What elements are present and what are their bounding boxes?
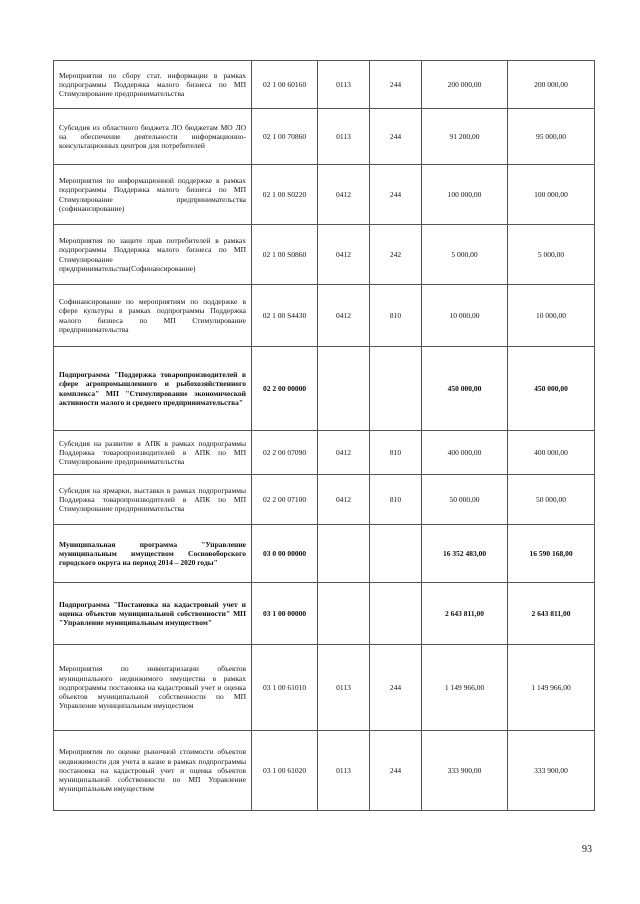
amount-year2-cell: 95 000,00 — [508, 109, 595, 165]
row-name-cell: Софинансирование по мероприятиям по поддержке в сфере культуры в рамках подпрограммы Поддержка малого бизнеса по МП Стимулирование предпринимательства — [54, 285, 252, 347]
target-code-cell: 03 0 00 00000 — [252, 525, 318, 583]
amount-year1-cell: 1 149 966,00 — [422, 645, 508, 731]
amount-year2-cell: 50 000,00 — [508, 475, 595, 525]
target-code-cell: 02 1 00 70860 — [252, 109, 318, 165]
amount-year1-cell: 91 200,00 — [422, 109, 508, 165]
amount-year2-cell: 5 000,00 — [508, 225, 595, 285]
table-row — [54, 347, 595, 431]
table-row — [54, 731, 595, 811]
target-code-cell: 03 1 00 61020 — [252, 731, 318, 811]
amount-year2-cell: 2 643 811,00 — [508, 583, 595, 645]
amount-year1-cell: 10 000,00 — [422, 285, 508, 347]
expense-type-cell — [370, 525, 422, 583]
amount-year1-cell: 50 000,00 — [422, 475, 508, 525]
budget-table-body — [54, 61, 595, 811]
expense-type-cell: 810 — [370, 431, 422, 475]
target-code-cell: 02 1 00 60160 — [252, 61, 318, 109]
section-code-cell — [318, 583, 370, 645]
row-name-cell: Муниципальная программа "Управление муниципальным имуществом Сосновоборского городского округа на период 2014 – 2020 годы" — [54, 525, 252, 583]
budget-table — [53, 60, 595, 811]
amount-year1-cell: 450 000,00 — [422, 347, 508, 431]
amount-year1-cell: 100 000,00 — [422, 165, 508, 225]
expense-type-cell: 810 — [370, 285, 422, 347]
target-code-cell: 03 1 00 00000 — [252, 583, 318, 645]
amount-year1-cell: 5 000,00 — [422, 225, 508, 285]
table-row — [54, 285, 595, 347]
section-code-cell: 0412 — [318, 165, 370, 225]
amount-year2-cell: 450 000,00 — [508, 347, 595, 431]
target-code-cell: 02 2 00 07100 — [252, 475, 318, 525]
expense-type-cell: 244 — [370, 165, 422, 225]
row-name-cell: Мероприятия по защите прав потребителей в рамках подпрограммы Поддержка малого бизнеса по МП Стимулирование предпринимательства(Софинансирование) — [54, 225, 252, 285]
section-code-cell: 0113 — [318, 731, 370, 811]
amount-year2-cell: 100 000,00 — [508, 165, 595, 225]
amount-year1-cell: 16 352 483,00 — [422, 525, 508, 583]
table-row — [54, 431, 595, 475]
row-name-cell: Мероприятия по инвентаризации объектов муниципального недвижимого имущества в рамках подпрограммы постановка на кадастровый учет и оценка объектов муниципальной собственности по МП Управление муниципальным имуществом — [54, 645, 252, 731]
table-row — [54, 165, 595, 225]
amount-year1-cell: 2 643 811,00 — [422, 583, 508, 645]
row-name-cell: Субсидия на ярмарки, выставки в рамках подпрограммы Поддержка товаропроизводителей в АПК по МП Стимулирование предпринимательства — [54, 475, 252, 525]
section-code-cell: 0412 — [318, 475, 370, 525]
expense-type-cell: 244 — [370, 109, 422, 165]
section-code-cell: 0113 — [318, 645, 370, 731]
expense-type-cell: 242 — [370, 225, 422, 285]
target-code-cell: 02 2 00 07090 — [252, 431, 318, 475]
amount-year2-cell: 10 000,00 — [508, 285, 595, 347]
row-name-cell: Субсидия на развитие в АПК в рамках подпрограммы Поддержка товаропроизводителей в АПК по МП Стимулирование предпринимательства — [54, 431, 252, 475]
target-code-cell: 02 2 00 00000 — [252, 347, 318, 431]
amount-year2-cell: 200 000,00 — [508, 61, 595, 109]
expense-type-cell — [370, 583, 422, 645]
section-code-cell: 0113 — [318, 109, 370, 165]
section-code-cell: 0412 — [318, 225, 370, 285]
section-code-cell — [318, 347, 370, 431]
table-row — [54, 225, 595, 285]
target-code-cell: 03 1 00 61010 — [252, 645, 318, 731]
target-code-cell: 02 1 00 S0860 — [252, 225, 318, 285]
section-code-cell — [318, 525, 370, 583]
section-code-cell: 0412 — [318, 431, 370, 475]
table-row — [54, 525, 595, 583]
table-row — [54, 61, 595, 109]
expense-type-cell: 244 — [370, 645, 422, 731]
amount-year1-cell: 200 000,00 — [422, 61, 508, 109]
expense-type-cell — [370, 347, 422, 431]
target-code-cell: 02 1 00 S4430 — [252, 285, 318, 347]
section-code-cell: 0412 — [318, 285, 370, 347]
amount-year2-cell: 16 590 168,00 — [508, 525, 595, 583]
expense-type-cell: 244 — [370, 61, 422, 109]
amount-year2-cell: 400 000,00 — [508, 431, 595, 475]
table-row — [54, 645, 595, 731]
expense-type-cell: 810 — [370, 475, 422, 525]
page-number: 93 — [582, 844, 592, 855]
expense-type-cell: 244 — [370, 731, 422, 811]
amount-year1-cell: 400 000,00 — [422, 431, 508, 475]
row-name-cell: Мероприятия по информационной поддержке в рамках подпрограммы Поддержка малого бизнеса по МП Стимулирование предпринимательства (софинансирование) — [54, 165, 252, 225]
row-name-cell: Мероприятия по сбору стат. информации в рамках подпрограммы Поддержка малого бизнеса по МП Стимулирование предпринимательства — [54, 61, 252, 109]
row-name-cell: Подпрограмма "Поддержка товаропроизводителей в сфере агропромышленного и рыбохозяйственного комплекса" МП "Стимулирование экономической активности малого и среднего предпринимательства" — [54, 347, 252, 431]
target-code-cell: 02 1 00 S0220 — [252, 165, 318, 225]
amount-year2-cell: 1 149 966,00 — [508, 645, 595, 731]
table-row — [54, 583, 595, 645]
table-row — [54, 475, 595, 525]
row-name-cell: Мероприятия по оценке рыночной стоимости объектов недвижимости для учета в казне в рамках подпрограммы постановка на кадастровый учет и оценка объектов муниципальной собственности по МП Управление муниципальным имуществом — [54, 731, 252, 811]
row-name-cell: Подпрограмма "Постановка на кадастровый учет и оценка объектов муниципальной собственности" МП "Управление муниципальным имуществом" — [54, 583, 252, 645]
row-name-cell: Субсидия из областного бюджета ЛО бюджетам МО ЛО на обеспечение деятельности информационно-консультационных центров для потребителей — [54, 109, 252, 165]
table-row — [54, 109, 595, 165]
amount-year1-cell: 333 900,00 — [422, 731, 508, 811]
amount-year2-cell: 333 900,00 — [508, 731, 595, 811]
section-code-cell: 0113 — [318, 61, 370, 109]
